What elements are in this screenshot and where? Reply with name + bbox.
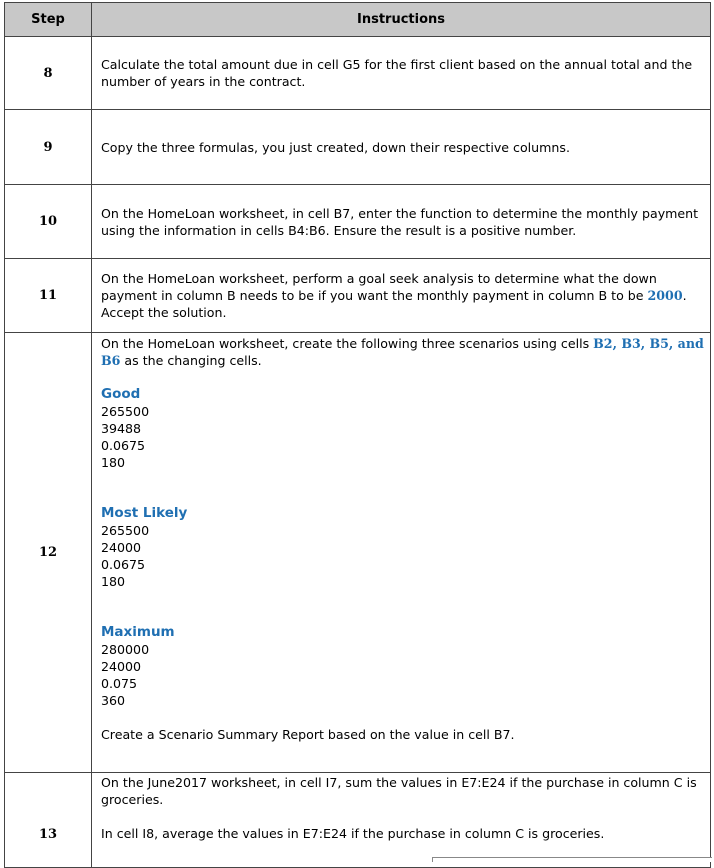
table-row <box>5 259 711 333</box>
instruction-text <box>92 259 711 333</box>
instructions-table <box>4 2 711 868</box>
scenario-value: 24000 <box>101 659 142 674</box>
table-row <box>5 185 711 259</box>
instruction-text-part: . Accept the solution. <box>101 288 687 320</box>
scenario-intro <box>101 335 704 369</box>
table-row <box>5 333 711 773</box>
instruction-paragraph: In cell I8, average the values in E7:E24 if the purchase in column C is groceries. <box>101 826 605 841</box>
table-row <box>5 110 711 185</box>
step-number: 9 <box>5 110 92 185</box>
scenario-footer: Create a Scenario Summary Report based on the value in cell B7. <box>101 727 515 742</box>
changing-cells: B2, B3, B5, and B6 <box>101 336 704 368</box>
scenario-value: 180 <box>101 455 126 470</box>
step-number: 11 <box>5 259 92 333</box>
step-number: 12 <box>5 333 92 773</box>
table-row <box>5 37 711 110</box>
instruction-text: Copy the three formulas, you just created, down their respective columns. <box>92 110 711 185</box>
scenario-value: 0.075 <box>101 676 138 691</box>
scenario-value: 280000 <box>101 642 150 657</box>
target-payment-value: 2000 <box>647 288 683 303</box>
overlapping-box-fragment <box>432 857 712 862</box>
scenario-value: 265500 <box>101 523 150 538</box>
scenario-value: 180 <box>101 574 126 589</box>
instruction-text-part: as the changing cells. <box>120 353 262 368</box>
instructions-header: Instructions <box>92 3 711 37</box>
scenario-name: Maximum <box>101 624 175 640</box>
instruction-text <box>92 773 711 868</box>
scenario-value: 24000 <box>101 540 142 555</box>
instruction-text: On the HomeLoan worksheet, in cell B7, enter the function to determine the monthly payment using the information in cells B4:B6. Ensure the result is a positive number. <box>92 185 711 259</box>
instruction-text: Calculate the total amount due in cell G5 for the first client based on the annual total and the number of years in the contract. <box>92 37 711 110</box>
scenario-value: 0.0675 <box>101 557 146 572</box>
step-number: 13 <box>5 773 92 868</box>
instruction-text <box>92 333 711 773</box>
header-row <box>5 3 711 37</box>
instruction-text-part: On the HomeLoan worksheet, perform a goal seek analysis to determine what the down payment in column B needs to be if you want the monthly payment in column B to be <box>101 271 657 303</box>
scenario-value: 39488 <box>101 421 142 436</box>
scenario-value: 360 <box>101 693 126 708</box>
step-number: 8 <box>5 37 92 110</box>
scenario-value: 0.0675 <box>101 438 146 453</box>
step-number: 10 <box>5 185 92 259</box>
table-row <box>5 773 711 868</box>
instruction-text-part: On the HomeLoan worksheet, create the following three scenarios using cells <box>101 336 594 351</box>
instruction-paragraph: On the June2017 worksheet, in cell I7, sum the values in E7:E24 if the purchase in column C is groceries. <box>101 775 697 807</box>
scenario-name: Good <box>101 386 141 402</box>
scenario-value: 265500 <box>101 404 150 419</box>
step-header: Step <box>5 3 92 37</box>
scenario-name: Most Likely <box>101 505 188 521</box>
